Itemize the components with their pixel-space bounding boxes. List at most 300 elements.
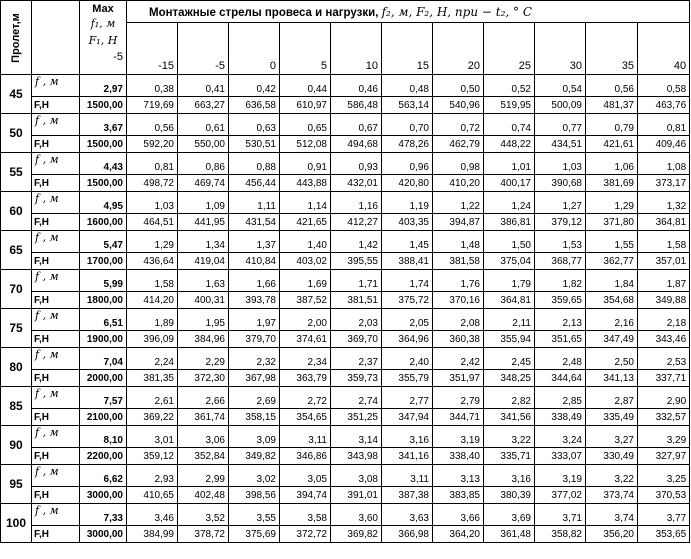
sag-value: 2,13 <box>535 309 586 331</box>
sag-value: 1,34 <box>178 231 229 253</box>
load-value: 384,96 <box>178 331 229 348</box>
load-value: 381,35 <box>127 370 178 387</box>
load-value: 379,70 <box>229 331 280 348</box>
sag-value: 3,11 <box>382 465 433 487</box>
sag-value: 2,08 <box>433 309 484 331</box>
temperature-header-cell: 5 <box>280 23 331 75</box>
load-value: 341,56 <box>484 409 535 426</box>
sag-value: 0,48 <box>382 75 433 97</box>
max-load-value: 2200,00 <box>80 448 127 465</box>
load-value: 419,04 <box>178 253 229 270</box>
max-load-value: 1500,00 <box>80 136 127 153</box>
load-value: 375,72 <box>382 292 433 309</box>
table-title-text: Монтажные стрелы провеса и нагрузки, <box>149 6 379 19</box>
load-value: 371,80 <box>586 214 638 231</box>
load-value: 358,15 <box>229 409 280 426</box>
sag-row <box>1 231 690 253</box>
load-value: 498,72 <box>127 175 178 192</box>
sag-value: 2,53 <box>638 348 690 370</box>
max-sag-value: 6,62 <box>80 465 127 487</box>
temperature-header-cell: -15 <box>127 23 178 75</box>
sag-value: 1,19 <box>382 192 433 214</box>
sag-value: 1,09 <box>178 192 229 214</box>
sag-value: 0,41 <box>178 75 229 97</box>
load-value: 359,73 <box>331 370 382 387</box>
sag-value: 2,42 <box>433 348 484 370</box>
span-value: 60 <box>1 192 32 231</box>
load-value: 373,74 <box>586 487 638 504</box>
sag-value: 3,01 <box>127 426 178 448</box>
load-value: 330,49 <box>586 448 638 465</box>
sag-value: 0,81 <box>638 114 690 136</box>
load-value: 359,12 <box>127 448 178 465</box>
sag-value: 2,90 <box>638 387 690 409</box>
load-value: 388,41 <box>382 253 433 270</box>
sag-value: 2,50 <box>586 348 638 370</box>
sag-value: 1,66 <box>229 270 280 292</box>
sag-value: 2,03 <box>331 309 382 331</box>
sag-value: 2,85 <box>535 387 586 409</box>
sag-value: 2,34 <box>280 348 331 370</box>
load-value: 393,78 <box>229 292 280 309</box>
sag-value: 1,03 <box>535 153 586 175</box>
sag-value: 1,45 <box>382 231 433 253</box>
sag-value: 1,55 <box>586 231 638 253</box>
max-load-label: F₁, H <box>88 34 118 47</box>
max-sag-value: 7,33 <box>80 504 127 526</box>
load-value: 347,49 <box>586 331 638 348</box>
sag-value: 2,32 <box>229 348 280 370</box>
sag-value: 3,11 <box>280 426 331 448</box>
sag-value: 0,63 <box>229 114 280 136</box>
sag-value: 2,74 <box>331 387 382 409</box>
load-value: 359,65 <box>535 292 586 309</box>
load-row <box>1 370 690 387</box>
sag-label: f , м <box>32 426 80 448</box>
load-value: 335,71 <box>484 448 535 465</box>
sag-value: 0,56 <box>586 75 638 97</box>
load-value: 355,79 <box>382 370 433 387</box>
max-sag-value: 2,97 <box>80 75 127 97</box>
sag-value: 2,05 <box>382 309 433 331</box>
max-load-value: 1600,00 <box>80 214 127 231</box>
load-value: 412,27 <box>331 214 382 231</box>
load-value: 398,56 <box>229 487 280 504</box>
sag-value: 1,82 <box>535 270 586 292</box>
load-value: 463,76 <box>638 97 690 114</box>
load-value: 354,68 <box>586 292 638 309</box>
sag-label: f , м <box>32 465 80 487</box>
load-value: 351,65 <box>535 331 586 348</box>
sag-value: 1,97 <box>229 309 280 331</box>
max-sag-value: 5,99 <box>80 270 127 292</box>
sag-value: 1,74 <box>382 270 433 292</box>
load-value: 356,20 <box>586 526 638 543</box>
load-value: 378,72 <box>178 526 229 543</box>
load-value: 394,87 <box>433 214 484 231</box>
sag-value: 1,22 <box>433 192 484 214</box>
sag-value: 2,69 <box>229 387 280 409</box>
temperature-header-cell: 20 <box>433 23 484 75</box>
sag-value: 3,66 <box>433 504 484 526</box>
sag-value: 2,72 <box>280 387 331 409</box>
sag-value: 0,70 <box>382 114 433 136</box>
load-value: 494,68 <box>331 136 382 153</box>
load-value: 346,86 <box>280 448 331 465</box>
max-load-value: 1900,00 <box>80 331 127 348</box>
load-value: 360,38 <box>433 331 484 348</box>
sag-value: 1,37 <box>229 231 280 253</box>
temperature-header-cell: 10 <box>331 23 382 75</box>
sag-row <box>1 387 690 409</box>
load-value: 338,49 <box>535 409 586 426</box>
sag-value: 1,14 <box>280 192 331 214</box>
max-temperature: -5 <box>113 51 123 63</box>
sag-label: f , м <box>32 114 80 136</box>
load-value: 361,48 <box>484 526 535 543</box>
load-value: 420,80 <box>382 175 433 192</box>
sag-value: 0,77 <box>535 114 586 136</box>
sag-value: 2,48 <box>535 348 586 370</box>
span-value: 70 <box>1 270 32 309</box>
load-value: 421,61 <box>586 136 638 153</box>
load-label: F,H <box>32 331 80 348</box>
sag-value: 1,79 <box>484 270 535 292</box>
sag-value: 0,93 <box>331 153 382 175</box>
sag-value: 3,63 <box>382 504 433 526</box>
load-value: 719,69 <box>127 97 178 114</box>
sag-value: 0,61 <box>178 114 229 136</box>
load-value: 390,68 <box>535 175 586 192</box>
load-row <box>1 214 690 231</box>
load-value: 358,82 <box>535 526 586 543</box>
sag-value: 1,76 <box>433 270 484 292</box>
load-row <box>1 487 690 504</box>
load-value: 500,09 <box>535 97 586 114</box>
load-value: 403,02 <box>280 253 331 270</box>
load-row <box>1 526 690 543</box>
load-value: 355,94 <box>484 331 535 348</box>
label-column-header <box>32 1 80 75</box>
sag-value: 2,40 <box>382 348 433 370</box>
sag-value: 3,02 <box>229 465 280 487</box>
sag-label: f , м <box>32 192 80 214</box>
load-value: 383,85 <box>433 487 484 504</box>
load-value: 400,17 <box>484 175 535 192</box>
sag-value: 1,42 <box>331 231 382 253</box>
sag-value: 3,16 <box>484 465 535 487</box>
load-label: F,H <box>32 487 80 504</box>
load-label: F,H <box>32 409 80 426</box>
load-value: 364,20 <box>433 526 484 543</box>
sag-value: 0,86 <box>178 153 229 175</box>
load-value: 344,64 <box>535 370 586 387</box>
temperature-header-cell: 30 <box>535 23 586 75</box>
sag-value: 3,19 <box>535 465 586 487</box>
sag-value: 0,38 <box>127 75 178 97</box>
sag-value: 0,91 <box>280 153 331 175</box>
max-sag-value: 4,95 <box>80 192 127 214</box>
max-load-value: 1800,00 <box>80 292 127 309</box>
sag-value: 0,81 <box>127 153 178 175</box>
span-value: 85 <box>1 387 32 426</box>
load-value: 400,31 <box>178 292 229 309</box>
sag-label: f , м <box>32 153 80 175</box>
sag-value: 2,66 <box>178 387 229 409</box>
load-value: 469,74 <box>178 175 229 192</box>
load-value: 367,98 <box>229 370 280 387</box>
sag-value: 3,46 <box>127 504 178 526</box>
load-value: 344,71 <box>433 409 484 426</box>
sag-value: 3,29 <box>638 426 690 448</box>
sag-value: 2,37 <box>331 348 382 370</box>
load-value: 347,94 <box>382 409 433 426</box>
span-value: 50 <box>1 114 32 153</box>
sag-value: 1,69 <box>280 270 331 292</box>
sag-value: 3,24 <box>535 426 586 448</box>
sag-value: 1,50 <box>484 231 535 253</box>
load-value: 369,82 <box>331 526 382 543</box>
load-value: 381,51 <box>331 292 382 309</box>
sag-value: 3,06 <box>178 426 229 448</box>
load-value: 348,25 <box>484 370 535 387</box>
load-label: F,H <box>32 97 80 114</box>
sag-value: 1,16 <box>331 192 382 214</box>
load-value: 362,77 <box>586 253 638 270</box>
load-value: 409,46 <box>638 136 690 153</box>
sag-label: f , м <box>32 387 80 409</box>
load-value: 354,65 <box>280 409 331 426</box>
load-value: 379,12 <box>535 214 586 231</box>
sag-value: 3,22 <box>586 465 638 487</box>
max-column-header <box>80 1 127 75</box>
load-value: 375,69 <box>229 526 280 543</box>
span-value: 90 <box>1 426 32 465</box>
load-value: 337,71 <box>638 370 690 387</box>
load-value: 441,95 <box>178 214 229 231</box>
load-value: 443,88 <box>280 175 331 192</box>
sag-value: 0,52 <box>484 75 535 97</box>
load-value: 436,64 <box>127 253 178 270</box>
sag-value: 1,32 <box>638 192 690 214</box>
sag-value: 0,67 <box>331 114 382 136</box>
load-value: 530,51 <box>229 136 280 153</box>
sag-value: 2,00 <box>280 309 331 331</box>
load-value: 396,09 <box>127 331 178 348</box>
sag-value: 3,60 <box>331 504 382 526</box>
span-column-header <box>1 1 32 75</box>
load-value: 352,84 <box>178 448 229 465</box>
sag-value: 1,29 <box>127 231 178 253</box>
sag-row <box>1 75 690 97</box>
sag-value: 2,11 <box>484 309 535 331</box>
sag-value: 1,53 <box>535 231 586 253</box>
sag-value: 2,24 <box>127 348 178 370</box>
sag-value: 0,74 <box>484 114 535 136</box>
temperature-header-cell: 15 <box>382 23 433 75</box>
temperature-header-cell: -5 <box>178 23 229 75</box>
sag-row <box>1 465 690 487</box>
sag-value: 2,18 <box>638 309 690 331</box>
sag-value: 3,74 <box>586 504 638 526</box>
sag-value: 3,58 <box>280 504 331 526</box>
load-value: 663,27 <box>178 97 229 114</box>
sag-value: 1,84 <box>586 270 638 292</box>
sag-value: 2,79 <box>433 387 484 409</box>
max-load-value: 2100,00 <box>80 409 127 426</box>
load-value: 338,40 <box>433 448 484 465</box>
sag-value: 3,09 <box>229 426 280 448</box>
sag-label: f , м <box>32 504 80 526</box>
load-value: 335,49 <box>586 409 638 426</box>
load-value: 370,16 <box>433 292 484 309</box>
sag-value: 0,56 <box>127 114 178 136</box>
header-row-top <box>1 1 690 23</box>
sag-value: 0,58 <box>638 75 690 97</box>
temperature-header-cell: 0 <box>229 23 280 75</box>
sag-row <box>1 348 690 370</box>
span-value: 65 <box>1 231 32 270</box>
max-load-value: 3000,00 <box>80 526 127 543</box>
load-value: 386,81 <box>484 214 535 231</box>
load-label: F,H <box>32 292 80 309</box>
load-value: 403,35 <box>382 214 433 231</box>
load-value: 421,65 <box>280 214 331 231</box>
load-value: 343,98 <box>331 448 382 465</box>
load-value: 563,14 <box>382 97 433 114</box>
sag-value: 0,79 <box>586 114 638 136</box>
sag-value: 0,98 <box>433 153 484 175</box>
load-value: 384,99 <box>127 526 178 543</box>
table-body <box>1 75 690 543</box>
sag-value: 3,05 <box>280 465 331 487</box>
sag-value: 1,03 <box>127 192 178 214</box>
load-value: 341,16 <box>382 448 433 465</box>
load-value: 341,13 <box>586 370 638 387</box>
max-sag-value: 6,51 <box>80 309 127 331</box>
sag-label: f , м <box>32 231 80 253</box>
sag-value: 3,19 <box>433 426 484 448</box>
sag-value: 3,25 <box>638 465 690 487</box>
load-value: 478,26 <box>382 136 433 153</box>
load-value: 636,58 <box>229 97 280 114</box>
max-sag-label: f₁, м <box>90 17 116 30</box>
sag-value: 1,08 <box>638 153 690 175</box>
max-sag-value: 5,47 <box>80 231 127 253</box>
max-sag-value: 4,43 <box>80 153 127 175</box>
sag-value: 1,95 <box>178 309 229 331</box>
sag-value: 1,06 <box>586 153 638 175</box>
load-value: 361,74 <box>178 409 229 426</box>
sag-value: 1,89 <box>127 309 178 331</box>
load-value: 351,25 <box>331 409 382 426</box>
max-sag-value: 8,10 <box>80 426 127 448</box>
sag-value: 3,71 <box>535 504 586 526</box>
sag-value: 3,77 <box>638 504 690 526</box>
sag-value: 0,44 <box>280 75 331 97</box>
load-value: 434,51 <box>535 136 586 153</box>
load-value: 540,96 <box>433 97 484 114</box>
load-label: F,H <box>32 448 80 465</box>
sag-value: 1,40 <box>280 231 331 253</box>
load-row <box>1 409 690 426</box>
sag-value: 2,99 <box>178 465 229 487</box>
load-value: 364,81 <box>638 214 690 231</box>
sag-label: f , м <box>32 309 80 331</box>
load-label: F,H <box>32 214 80 231</box>
max-sag-value: 7,04 <box>80 348 127 370</box>
load-value: 410,65 <box>127 487 178 504</box>
load-value: 481,37 <box>586 97 638 114</box>
load-value: 369,70 <box>331 331 382 348</box>
load-row <box>1 292 690 309</box>
sag-value: 1,11 <box>229 192 280 214</box>
sag-value: 1,48 <box>433 231 484 253</box>
load-value: 351,97 <box>433 370 484 387</box>
sag-label: f , м <box>32 270 80 292</box>
max-load-value: 1700,00 <box>80 253 127 270</box>
sag-value: 2,77 <box>382 387 433 409</box>
load-label: F,H <box>32 175 80 192</box>
sag-row <box>1 153 690 175</box>
load-value: 357,01 <box>638 253 690 270</box>
load-value: 381,58 <box>433 253 484 270</box>
load-value: 410,20 <box>433 175 484 192</box>
span-value: 55 <box>1 153 32 192</box>
load-value: 410,84 <box>229 253 280 270</box>
max-sag-value: 3,67 <box>80 114 127 136</box>
load-value: 381,69 <box>586 175 638 192</box>
max-title: Max <box>92 3 114 15</box>
load-value: 333,07 <box>535 448 586 465</box>
sag-row <box>1 504 690 526</box>
sag-value: 3,27 <box>586 426 638 448</box>
load-value: 387,38 <box>382 487 433 504</box>
load-value: 349,82 <box>229 448 280 465</box>
load-value: 372,72 <box>280 526 331 543</box>
load-row <box>1 253 690 270</box>
load-value: 363,79 <box>280 370 331 387</box>
sag-value: 1,87 <box>638 270 690 292</box>
load-value: 364,81 <box>484 292 535 309</box>
sag-value: 0,72 <box>433 114 484 136</box>
sag-value: 2,29 <box>178 348 229 370</box>
load-value: 353,65 <box>638 526 690 543</box>
sag-value: 0,65 <box>280 114 331 136</box>
load-value: 369,22 <box>127 409 178 426</box>
load-row <box>1 448 690 465</box>
temperature-header-cell: 40 <box>638 23 690 75</box>
sag-value: 1,63 <box>178 270 229 292</box>
load-value: 395,55 <box>331 253 382 270</box>
max-load-value: 1500,00 <box>80 97 127 114</box>
load-value: 364,96 <box>382 331 433 348</box>
load-value: 374,61 <box>280 331 331 348</box>
load-label: F,H <box>32 370 80 387</box>
sag-value: 0,88 <box>229 153 280 175</box>
sag-value: 3,52 <box>178 504 229 526</box>
temperature-header-cell: 35 <box>586 23 638 75</box>
load-row <box>1 97 690 114</box>
sag-value: 3,08 <box>331 465 382 487</box>
max-sag-value: 7,57 <box>80 387 127 409</box>
sag-value: 3,55 <box>229 504 280 526</box>
sag-value: 1,71 <box>331 270 382 292</box>
load-value: 456,44 <box>229 175 280 192</box>
span-value: 45 <box>1 75 32 114</box>
table-title <box>127 1 690 23</box>
span-value: 80 <box>1 348 32 387</box>
